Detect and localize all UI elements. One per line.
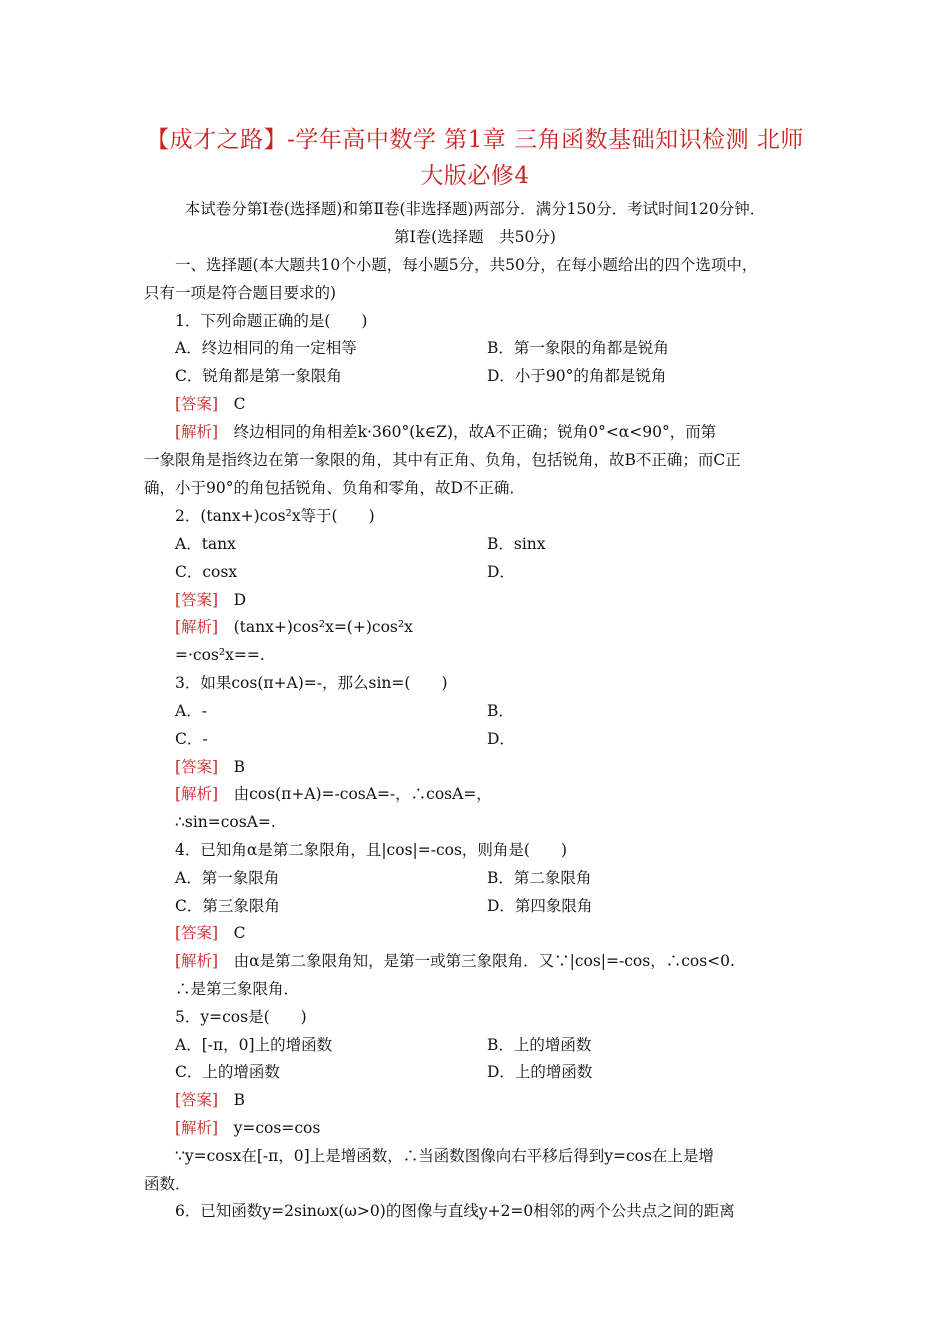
option-d: D．小于90°的角都是锐角 (487, 367, 667, 385)
question-stem: 3．如果cos(π+A)=-，那么sin=( ) (175, 674, 448, 692)
option-a: A．[-π，0]上的增函数 (175, 1036, 333, 1054)
option-a: A．- (175, 702, 207, 720)
answer-value: B (233, 1091, 246, 1109)
answer-value: C (233, 395, 246, 413)
analysis-text-cont: 确，小于90°的角包括锐角、负角和零角，故D不正确． (144, 479, 525, 497)
analysis-text: 由α是第二象限角知，是第一或第三象限角．又∵|cos|=-cos，∴cos<0. (233, 952, 735, 970)
analysis-label: [解析] (175, 952, 219, 970)
analysis-text: 由cos(π+A)=-cosA=-，∴cosA=， (233, 785, 492, 803)
question-stem: 4．已知角α是第二象限角，且|cos|=-cos，则角是( ) (175, 841, 568, 859)
analysis-label: [解析] (175, 1119, 219, 1137)
answer-line (175, 923, 246, 943)
answer-label: [答案] (175, 395, 219, 413)
analysis-text-cont: 函数． (144, 1175, 191, 1193)
analysis-line (175, 1118, 320, 1138)
analysis-text: 终边相同的角相差k·360°(k∈Z)，故A不正确；锐角0°<α<90°，而第 (233, 423, 717, 441)
option-c: C．锐角都是第一象限角 (175, 367, 342, 385)
analysis-line (175, 951, 735, 971)
document-title-line-1: 【成才之路】-学年高中数学 第1章 三角函数基础知识检测 北师 (146, 127, 804, 153)
option-d: D． (487, 563, 515, 581)
option-c: C．上的增函数 (175, 1063, 280, 1081)
section-instructions-cont: 只有一项是符合题目要求的) (144, 284, 337, 302)
answer-label: [答案] (175, 591, 219, 609)
analysis-text-cont: ∴是第三象限角． (175, 980, 300, 998)
option-c: C．第三象限角 (175, 897, 280, 915)
option-d: D． (487, 730, 515, 748)
answer-label: [答案] (175, 924, 219, 942)
option-a: A．第一象限角 (175, 869, 280, 887)
document-title-line-2: 大版必修4 (420, 163, 530, 189)
option-d: D．上的增函数 (487, 1063, 593, 1081)
analysis-line (175, 617, 413, 637)
option-b: B．上的增函数 (487, 1036, 592, 1054)
exam-intro: 本试卷分第Ⅰ卷(选择题)和第Ⅱ卷(非选择题)两部分．满分150分．考试时间120分钟． (184, 200, 766, 218)
answer-label: [答案] (175, 758, 219, 776)
answer-label: [答案] (175, 1091, 219, 1109)
analysis-label: [解析] (175, 423, 219, 441)
question-stem: 1．下列命题正确的是( ) (175, 312, 368, 330)
analysis-line (175, 422, 716, 442)
answer-line (175, 1090, 245, 1110)
option-a: A．终边相同的角一定相等 (175, 339, 357, 357)
analysis-text-cont: 一象限角是指终边在第一象限的角，其中有正角、负角，包括锐角，故B不正确；而C正 (144, 451, 741, 469)
option-b: B．第二象限角 (487, 869, 592, 887)
option-b: B．sinx (487, 535, 546, 553)
answer-value: B (233, 758, 246, 776)
analysis-text: y=cos=cos (233, 1119, 321, 1137)
answer-value: C (233, 924, 246, 942)
analysis-text-cont: =·cos²x==. (175, 646, 265, 664)
analysis-label: [解析] (175, 618, 219, 636)
analysis-text-cont: ∴sin=cosA=. (175, 813, 276, 831)
question-stem: 6．已知函数y=2sinωx(ω>0)的图像与直线y+2=0相邻的两个公共点之间的距离 (175, 1202, 735, 1220)
answer-line (175, 394, 246, 414)
question-stem: 5．y=cos是( ) (175, 1008, 307, 1026)
analysis-text-cont: ∵y=cosx在[-π，0]上是增函数，∴当函数图像向右平移后得到y=cos在上是增 (175, 1147, 714, 1165)
option-a: A．tanx (175, 535, 236, 553)
question-stem: 2．(tanx+)cos²x等于( ) (175, 507, 375, 525)
analysis-text: (tanx+)cos²x=(+)cos²x (233, 618, 413, 636)
analysis-label: [解析] (175, 785, 219, 803)
option-b: B． (487, 702, 514, 720)
option-c: C．- (175, 730, 208, 748)
part-heading: 第Ⅰ卷(选择题 共50分) (394, 228, 556, 246)
analysis-line (175, 784, 492, 804)
answer-value: D (233, 591, 247, 609)
option-d: D．第四象限角 (487, 897, 593, 915)
answer-line (175, 757, 245, 777)
answer-line (175, 590, 246, 610)
option-c: C．cosx (175, 563, 238, 581)
section-instructions: 一、选择题(本大题共10个小题，每小题5分，共50分，在每小题给出的四个选项中， (175, 256, 758, 274)
option-b: B．第一象限的角都是锐角 (487, 339, 669, 357)
